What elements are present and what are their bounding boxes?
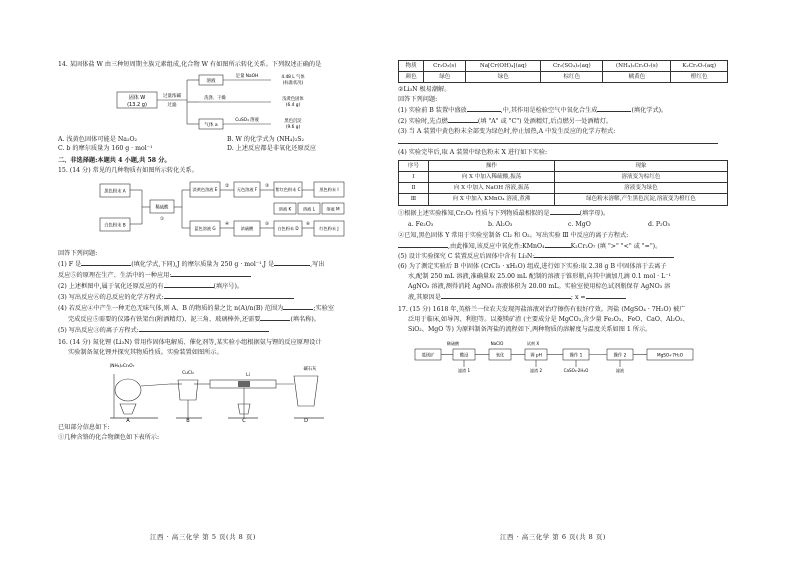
q14-step1b: 过滤 bbox=[167, 102, 177, 108]
table-cell: Ⅲ bbox=[399, 194, 429, 205]
q15-step-2: ② bbox=[224, 183, 230, 189]
q14-cuso4: CuSO₄ 溶液 bbox=[235, 117, 259, 123]
answer-blank[interactable] bbox=[398, 138, 718, 144]
q16-apparatus-figure bbox=[98, 360, 348, 422]
q16-part-3-blank bbox=[398, 138, 728, 148]
table-cell: 向 X 中加入稀硫酸,振荡 bbox=[429, 172, 555, 183]
answer-blank[interactable] bbox=[283, 304, 313, 310]
q15-node-h: 浓硫酸 bbox=[240, 225, 254, 231]
q15-node-c: 紫红色粉末 C bbox=[275, 186, 301, 192]
q16-part-2: (2) 实验时,先点燃 (填 "A" 或 "C") 处酒精灯,后点燃另一处酒精灯。 bbox=[398, 118, 613, 126]
answer-blank[interactable] bbox=[164, 293, 294, 299]
q16-part-6: (6) 为了测定实验后 B 中固体 (CrCl₃ · xH₂O) 组成,进行如下实验:取 2.38 g B 中固体溶于去离子 bbox=[398, 263, 667, 271]
table-cell: 向 X 中加入 NaOH 溶液,振荡 bbox=[429, 183, 555, 194]
answer-blank[interactable] bbox=[81, 260, 131, 266]
q14-gas-volume: 4.48 L 气体 bbox=[281, 74, 305, 80]
flow-step-ore: 菱镁矿 bbox=[421, 353, 435, 359]
q14-yellow-solid: 浅黄色固体 bbox=[282, 96, 304, 102]
q15-part-5: (5) 写出反应③的离子方程式: bbox=[58, 326, 388, 336]
table-cell: 溶液变为棕红色 bbox=[554, 172, 727, 183]
answer-blank[interactable] bbox=[545, 242, 571, 248]
q15-diagram bbox=[98, 178, 348, 248]
table-row bbox=[399, 183, 728, 194]
q14-naoh: 足量 NaOH bbox=[235, 73, 259, 79]
answer-blank[interactable] bbox=[586, 293, 626, 299]
q15-step-3: ③ bbox=[264, 183, 270, 189]
table-header-cell: Na[Cr(OH)₄](aq) bbox=[466, 61, 541, 72]
table-cell: 绿色 bbox=[466, 72, 541, 83]
table-cell: 棕红色 bbox=[541, 72, 603, 83]
flow-product: MgSO₄·7H₂O bbox=[656, 352, 684, 358]
table-row bbox=[399, 72, 728, 83]
table-cell: 溶液变为绿色 bbox=[554, 183, 727, 194]
q16-part-1: (1) 实验前 B 装置中盛放 ,中,其作用是检验空气中氧化合生成 (填化学式)。 bbox=[398, 107, 668, 115]
q15-node-j: 红色粉末 J bbox=[319, 225, 339, 231]
table-header-cell: (NH₄)₂Cr₂O₇(s) bbox=[603, 61, 671, 72]
q16-given-1: ①几种含铬的化合物颜色如下表所示: bbox=[58, 433, 160, 441]
given-2: ②Li₃N 极易潮解。 bbox=[398, 86, 451, 94]
q15-node-b: 白色粉末 B bbox=[104, 223, 126, 229]
flow-reagent-naclo: NaClO bbox=[490, 341, 504, 347]
q14-stem: 14. 某固体盐 W 由三种短周期主族元素组成,化合物 W 有如图所示转化关系。下列叙述正确的是 bbox=[58, 61, 322, 68]
q17-stem: 17. (15 分) 1618 年,英格兰一位农夫发现泻盐溶液对治疗擦伤有很好疗效。泻盐 (MgSO₄ · 7H₂O) 被广 bbox=[398, 306, 686, 314]
q16-part-4a: ①根据上述实验推知,Cr₂O₃ 性质与下列物质最相似的是 (填字母)。 bbox=[398, 209, 610, 217]
question-16 bbox=[58, 339, 388, 443]
section-2-heading: 二、非选择题:本题共 4 小题,共 58 分。 bbox=[58, 156, 171, 164]
q15-node-f: 无色溶液 F bbox=[236, 186, 258, 192]
q14-gas-a: 气体 a bbox=[204, 122, 218, 128]
answer-blank[interactable] bbox=[398, 242, 448, 248]
q14-options bbox=[58, 136, 388, 154]
option-b: b. Al₂O₃ bbox=[488, 220, 513, 228]
answer-blank[interactable] bbox=[550, 209, 580, 215]
flow-waste-2: 滤渣 2 bbox=[529, 368, 543, 374]
q15-node-d: 白色粉末 D bbox=[277, 225, 299, 231]
answer-blank[interactable] bbox=[534, 252, 674, 258]
q15-part-1: (1) F 是 (填化学式,下同),J 的摩尔质量为 250 g · mol⁻¹,J 是 ,写出 bbox=[58, 260, 325, 268]
flow-filtrate: 滤液 bbox=[615, 368, 625, 374]
q14-node-solution: 溶液 bbox=[206, 78, 216, 84]
q14-step1: 过量浓碱 bbox=[163, 93, 181, 99]
q14-yellow-mass: (6.4 g) bbox=[285, 102, 301, 108]
table-header-cell: 现象 bbox=[554, 161, 727, 172]
q16-part-6b: 水,配制 250 mL 溶液,准确量取 25.00 mL 配制的溶液于锥形瓶,向其中滴加几滴 0.1 mol · L⁻¹ bbox=[408, 273, 671, 281]
q16-label-c: C bbox=[242, 417, 246, 422]
option-c: c. MgO bbox=[568, 220, 591, 228]
q16-chem-label: (NH₄)₂Cr₂O₇ bbox=[109, 363, 135, 369]
q14-wash-dry: 洗涤、干燥 bbox=[204, 95, 226, 101]
q14-diagram bbox=[103, 72, 343, 134]
q15-step-1: ① bbox=[159, 216, 165, 222]
q15-part-4: (4) 若反应④中产生一种无色无味气体,则 A、B 的物质的量之比 n(A)/n(B) 范围为 ;实验室 bbox=[58, 304, 335, 312]
table-cell: 橘黄色 bbox=[603, 72, 671, 83]
flow-step-ph: 调 pH bbox=[530, 353, 542, 359]
q14-std: (标准状况) bbox=[282, 80, 304, 86]
table-header-cell: K₂Cr₂O₇(aq) bbox=[671, 61, 728, 72]
answer-blank[interactable] bbox=[467, 106, 501, 112]
table-header-cell: 序号 bbox=[399, 161, 429, 172]
q16-stem-2: 实验制备氮化锂并探究其物质性质。实验装置如图所示。 bbox=[68, 348, 223, 356]
q16-given: 已知部分信息如下: bbox=[58, 423, 110, 431]
table-cell: 绿色 bbox=[424, 72, 466, 83]
table-row bbox=[399, 194, 728, 205]
answer-blank[interactable] bbox=[597, 106, 631, 112]
answer-blank[interactable] bbox=[260, 315, 290, 321]
table-row bbox=[399, 172, 728, 183]
q17-stem-2: 泛用于临床,如导泻、利胆等。以菱镁矿渣 (主要成分是 MgCO₃,含少量 Fe₂O₃、FeO、CaO、Al₂O₃、 bbox=[408, 316, 689, 324]
q16-label-a: A bbox=[126, 417, 130, 422]
q15-node-g: 蓝色溶液 G bbox=[194, 225, 216, 231]
q14-black-ppt: 黑色沉淀 bbox=[284, 118, 302, 124]
experiment-table bbox=[398, 160, 728, 205]
q16-part-4c: ,由此推知,该反应中氧化性:KMnO₄ K₂Cr₂O₇ (填 ">" "<" 或 "=")。 bbox=[398, 242, 728, 252]
q15-node-m: 溶液 M bbox=[326, 206, 340, 212]
answer-blank[interactable] bbox=[164, 282, 214, 288]
table-cell: 颜色 bbox=[399, 72, 424, 83]
q15-node-l: 溶液 L bbox=[302, 206, 316, 212]
question-15 bbox=[58, 167, 388, 336]
q14-option-b: B. W 的化学式为 (NH₄)₂S₂ bbox=[227, 135, 305, 143]
q15-node-e: 淡黄色溶液 E bbox=[192, 186, 218, 192]
q15-step-5: ⑤ bbox=[264, 221, 270, 227]
q16-part-6c: AgNO₃ 溶液,测得消耗 AgNO₃ 溶液体积为 20.00 mL。实验室使用棕色试剂瓶保存 AgNO₃ 溶 bbox=[408, 283, 671, 291]
table-header-cell: Cr₂O₃(s) bbox=[424, 61, 466, 72]
q17-flowchart bbox=[413, 337, 713, 375]
option-a: a. Fe₂O₃ bbox=[408, 220, 434, 228]
flow-reagent-acid: 稀硫酸 bbox=[446, 341, 460, 347]
q16-part-4a-options bbox=[398, 221, 728, 230]
q14-option-a: A. 浅黄色固体可能是 Na₂O₂ bbox=[58, 135, 138, 143]
q16-li-label: Li bbox=[246, 372, 250, 378]
flow-waste-caso4: CaSO₄·2H₂O bbox=[563, 368, 589, 374]
table-cell: 绿色粉末溶解,产生黑色沉淀,溶液变为橙红色 bbox=[554, 194, 727, 205]
chromium-color-table bbox=[398, 60, 728, 83]
table-header-cell: 物质 bbox=[399, 61, 424, 72]
q15-intro: 回答下列问题: bbox=[58, 249, 98, 257]
question-14 bbox=[58, 61, 388, 154]
q16-part-4b: ②已知,黑色固体 Y 常用于实验室制备 Cl₂ 和 O₂。写出实验 Ⅲ 中反应的离子方程式: bbox=[398, 231, 629, 239]
right-intro: 回答下列问题: bbox=[398, 96, 438, 104]
answer-blank[interactable] bbox=[171, 271, 251, 277]
table-header-cell: 操作 bbox=[429, 161, 555, 172]
flow-step-leach: 酸浸 bbox=[459, 353, 469, 359]
table-cell: Ⅱ bbox=[399, 183, 429, 194]
q16-part-4: (4) 实验完毕后,取 A 装置中绿色粉末 X 进行如下实验: bbox=[398, 149, 548, 157]
flow-step-oxidize: 氧化 bbox=[495, 353, 505, 359]
q15-stem: 15. (14 分) 常见的几种物质有如图所示转化关系。 bbox=[58, 166, 198, 174]
q15-part-4-cont: 完成反应⑤需要的仪器有铁架台(附酒精灯)、泥三角、玻璃棒外,还需要 (填名称)。 bbox=[68, 315, 320, 323]
q15-step-6: ⑥ bbox=[305, 221, 311, 227]
answer-blank[interactable] bbox=[139, 326, 269, 332]
table-header-row bbox=[399, 161, 728, 172]
left-page-footer: 江西 · 高三化学 第 5 页(共 8 页) bbox=[150, 533, 256, 541]
flow-reagent-x: 试剂 X bbox=[526, 341, 540, 347]
answer-blank[interactable] bbox=[274, 260, 310, 266]
q14-solid-mass: (13.2 g) bbox=[127, 101, 147, 108]
q16-lime-label: 碱石灰 bbox=[303, 366, 317, 372]
right-page-column bbox=[398, 60, 728, 378]
answer-blank[interactable] bbox=[448, 117, 478, 123]
q15-part-2: (2) 上述框图中,属于氧化还原反应的有 (填序号)。 bbox=[58, 282, 244, 290]
q14-black-mass: (9.6 g) bbox=[285, 124, 301, 130]
answer-blank[interactable] bbox=[441, 293, 571, 299]
flow-waste-1: 滤渣 1 bbox=[457, 368, 471, 374]
q16-label-d: D bbox=[304, 417, 308, 422]
table-header-row bbox=[399, 61, 728, 72]
q15-node-a: 黑色粉末 A bbox=[104, 189, 126, 195]
q14-solid-w: 固体 W bbox=[128, 94, 146, 101]
table-header-cell: Cr₂(SO₄)₃(aq) bbox=[541, 61, 603, 72]
q16-part-3: (3) 当 A 装置中黄色粉末全部变为绿色时,停止加热,A 中发生反应的化学方程式: bbox=[398, 128, 616, 136]
q16-cucl2-label: CuCl₂ bbox=[182, 370, 194, 376]
option-d: d. P₂O₅ bbox=[648, 220, 671, 228]
q15-part-1-cont: 反应⑤的原理在生产、生活中的一种应用: bbox=[58, 271, 388, 281]
q15-step-4: ④ bbox=[224, 221, 230, 227]
table-cell: 橙红色 bbox=[671, 72, 728, 83]
left-page-column bbox=[58, 60, 388, 446]
q14-option-c: C. b 的摩尔质量为 160 g · mol⁻¹ bbox=[58, 144, 153, 152]
flow-step-op2: 操作 2 bbox=[613, 353, 627, 359]
table-cell: 向 X 中加入 KMnO₄ 溶液,煮沸 bbox=[429, 194, 555, 205]
q16-part-5: (5) 设计实验探究 C 装置反应后固体中含有 Li₃N: bbox=[398, 252, 728, 262]
q15-part-3: (3) 写出反应⑥的总反应的化学方程式: bbox=[58, 293, 388, 303]
q15-node-k: 溶液 K bbox=[278, 206, 292, 212]
question-17 bbox=[398, 306, 728, 375]
q14-option-d: D. 上述反应都是非氧化还原反应 bbox=[227, 144, 317, 152]
q15-node-i: 黑色粉末 I bbox=[319, 186, 339, 192]
q16-label-b: B bbox=[186, 417, 190, 422]
q17-stem-3: SiO₂、MgO 等) 为原料制备泻盐的流程如下,两种物质的溶解度与温度关系如图 1 所示。 bbox=[408, 326, 652, 334]
q15-reagent-acid: 稀硫酸 bbox=[155, 205, 169, 211]
q16-stem: 16. (14 分) 氮化锂 (Li₃N) 常用作固体电解质、催化剂等,某实验小组根据氨与锂的反应原理设计 bbox=[58, 338, 322, 346]
table-cell: Ⅰ bbox=[399, 172, 429, 183]
flow-step-op1: 操作 1 bbox=[569, 353, 583, 359]
right-page-footer: 江西 · 高三化学 第 6 页(共 8 页) bbox=[500, 533, 606, 541]
q16-part-6d: 液,其原因是 ; x = bbox=[398, 293, 728, 303]
